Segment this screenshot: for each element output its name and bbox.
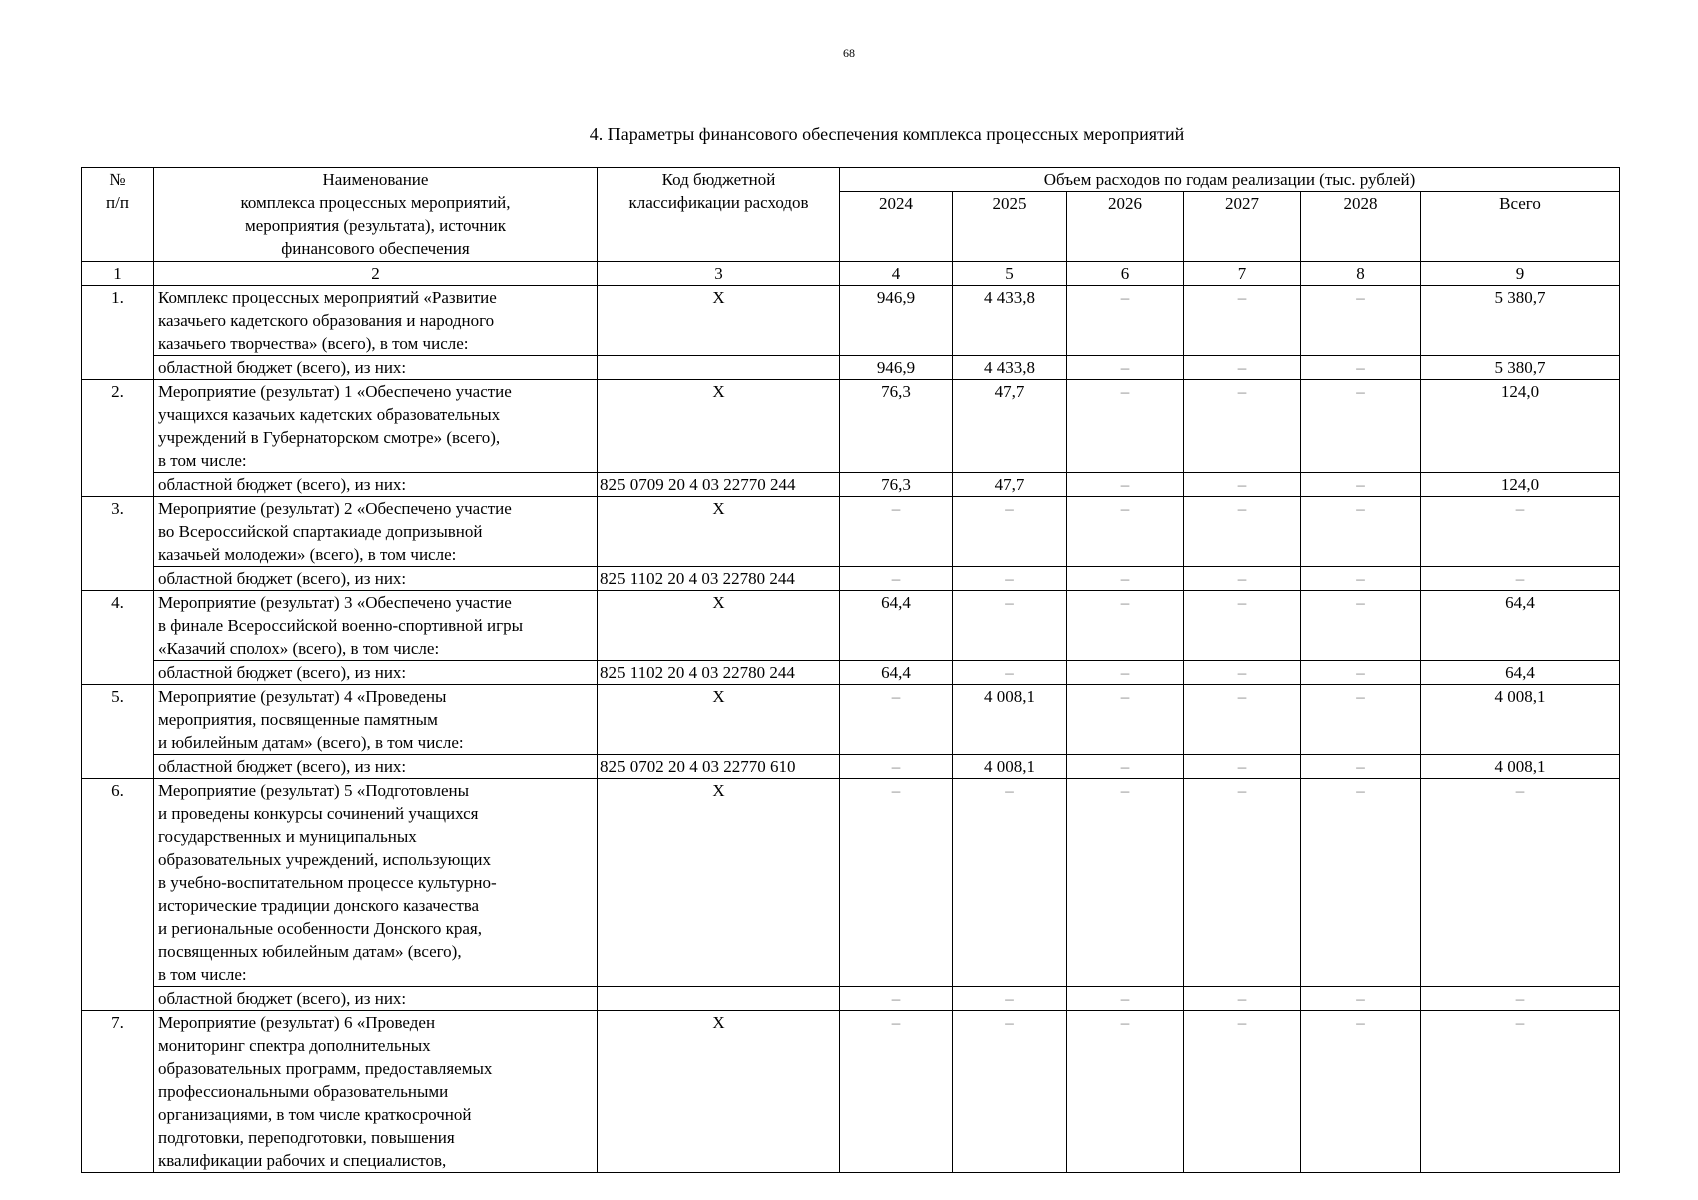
row-value: – — [1301, 591, 1421, 661]
subrow-value: – — [1184, 356, 1301, 380]
row-value: – — [1067, 779, 1184, 987]
row-value: – — [840, 685, 953, 755]
table-subrow — [82, 473, 1620, 497]
row-value: – — [1067, 497, 1184, 567]
subrow-name: областной бюджет (всего), из них: — [154, 755, 598, 779]
col-number: 3 — [598, 262, 840, 286]
financing-table — [81, 167, 1620, 1173]
row-value: – — [1184, 497, 1301, 567]
row-number: 1. — [82, 286, 154, 380]
row-code: X — [598, 779, 840, 987]
row-value: 5 380,7 — [1421, 286, 1620, 356]
subrow-value: – — [1301, 567, 1421, 591]
subrow-value: – — [840, 567, 953, 591]
header-code: Код бюджетной классификации расходов — [598, 168, 840, 262]
row-value: 124,0 — [1421, 380, 1620, 473]
header-year-2026: 2026 — [1067, 192, 1184, 262]
row-value: – — [1421, 497, 1620, 567]
row-code: X — [598, 591, 840, 661]
subrow-value: – — [1184, 567, 1301, 591]
row-value: – — [1184, 1011, 1301, 1173]
row-value: 4 008,1 — [1421, 685, 1620, 755]
row-name: Мероприятие (результат) 2 «Обеспечено участие во Всероссийской спартакиаде допризывной казачьей молодежи» (всего), в том числе: — [154, 497, 598, 567]
table-row — [82, 591, 1620, 661]
row-name: Комплекс процессных мероприятий «Развитие казачьего кадетского образования и народного казачьего творчества» (всего), в том числе: — [154, 286, 598, 356]
row-number: 4. — [82, 591, 154, 685]
row-value: 47,7 — [953, 380, 1067, 473]
row-value: – — [1184, 779, 1301, 987]
subrow-code — [598, 356, 840, 380]
subrow-value: – — [1301, 356, 1421, 380]
subrow-code — [598, 987, 840, 1011]
subrow-value: – — [953, 661, 1067, 685]
table-row — [82, 380, 1620, 473]
subrow-name: областной бюджет (всего), из них: — [154, 567, 598, 591]
col-number: 4 — [840, 262, 953, 286]
subrow-value: – — [1301, 755, 1421, 779]
subrow-value: 4 008,1 — [953, 755, 1067, 779]
table-row — [82, 779, 1620, 987]
subrow-value: – — [1184, 755, 1301, 779]
subrow-value: 47,7 — [953, 473, 1067, 497]
subrow-value: – — [1067, 356, 1184, 380]
row-value: – — [840, 779, 953, 987]
table-row — [82, 685, 1620, 755]
subrow-value: – — [1301, 987, 1421, 1011]
subrow-name: областной бюджет (всего), из них: — [154, 661, 598, 685]
row-value: – — [1067, 1011, 1184, 1173]
row-value: – — [1301, 1011, 1421, 1173]
row-value: 64,4 — [1421, 591, 1620, 661]
row-value: – — [953, 591, 1067, 661]
row-value: 76,3 — [840, 380, 953, 473]
row-value: – — [1184, 380, 1301, 473]
document-title: 4. Параметры финансового обеспечения комплекса процессных мероприятий — [589, 124, 1185, 144]
row-value: – — [953, 779, 1067, 987]
row-value: – — [1301, 380, 1421, 473]
col-number: 7 — [1184, 262, 1301, 286]
row-code: X — [598, 286, 840, 356]
row-value: – — [1301, 779, 1421, 987]
subrow-name: областной бюджет (всего), из них: — [154, 473, 598, 497]
row-number: 6. — [82, 779, 154, 1011]
table-subrow — [82, 987, 1620, 1011]
subrow-value: – — [1184, 661, 1301, 685]
col-number: 6 — [1067, 262, 1184, 286]
row-number: 7. — [82, 1011, 154, 1173]
row-value: – — [840, 1011, 953, 1173]
row-number: 5. — [82, 685, 154, 779]
row-code: X — [598, 380, 840, 473]
subrow-value: 76,3 — [840, 473, 953, 497]
header-row-top — [82, 168, 1620, 192]
row-value: – — [1184, 591, 1301, 661]
column-numbers-row — [82, 262, 1620, 286]
header-no: № п/п — [82, 168, 154, 262]
row-number: 3. — [82, 497, 154, 591]
subrow-code: 825 1102 20 4 03 22780 244 — [598, 661, 840, 685]
subrow-code: 825 0702 20 4 03 22770 610 — [598, 755, 840, 779]
row-value: – — [1184, 685, 1301, 755]
row-name: Мероприятие (результат) 4 «Проведены мероприятия, посвященные памятным и юбилейным датам» (всего), в том числе: — [154, 685, 598, 755]
subrow-value: – — [1184, 987, 1301, 1011]
row-value: – — [953, 497, 1067, 567]
row-value: – — [840, 497, 953, 567]
subrow-code: 825 1102 20 4 03 22780 244 — [598, 567, 840, 591]
subrow-value: – — [1301, 473, 1421, 497]
subrow-value: – — [1421, 987, 1620, 1011]
row-value: 4 008,1 — [953, 685, 1067, 755]
subrow-value: – — [953, 567, 1067, 591]
row-name: Мероприятие (результат) 6 «Проведен мониторинг спектра дополнительных образовательных программ, предоставляемых профессиональными образовательными организациями, в том числе краткосрочной подготовки, переподготовки, повышения квалификации рабочих и специалистов, — [154, 1011, 598, 1173]
subrow-value: 4 433,8 — [953, 356, 1067, 380]
header-year-2027: 2027 — [1184, 192, 1301, 262]
subrow-value: 124,0 — [1421, 473, 1620, 497]
header-volume: Объем расходов по годам реализации (тыс. рублей) — [840, 168, 1620, 192]
row-name: Мероприятие (результат) 3 «Обеспечено участие в финале Всероссийской военно-спортивной игры «Казачий сполох» (всего), в том числе: — [154, 591, 598, 661]
subrow-name: областной бюджет (всего), из них: — [154, 987, 598, 1011]
subrow-value: – — [1067, 987, 1184, 1011]
table-row — [82, 1011, 1620, 1173]
table-subrow — [82, 356, 1620, 380]
subrow-value: 64,4 — [1421, 661, 1620, 685]
subrow-value: 946,9 — [840, 356, 953, 380]
subrow-value: – — [1067, 567, 1184, 591]
row-value: 64,4 — [840, 591, 953, 661]
row-value: – — [1067, 286, 1184, 356]
subrow-code: 825 0709 20 4 03 22770 244 — [598, 473, 840, 497]
col-number: 9 — [1421, 262, 1620, 286]
row-value: – — [1301, 685, 1421, 755]
row-code: X — [598, 685, 840, 755]
subrow-value: – — [840, 755, 953, 779]
subrow-value: – — [1421, 567, 1620, 591]
table-row — [82, 286, 1620, 356]
table-subrow — [82, 567, 1620, 591]
row-value: – — [1067, 591, 1184, 661]
header-year-2024: 2024 — [840, 192, 953, 262]
row-value: 4 433,8 — [953, 286, 1067, 356]
row-value: – — [1421, 1011, 1620, 1173]
subrow-value: – — [953, 987, 1067, 1011]
row-name: Мероприятие (результат) 1 «Обеспечено участие учащихся казачьих кадетских образовательных учреждений в Губернаторском смотре» (всего), в том числе: — [154, 380, 598, 473]
col-number: 1 — [82, 262, 154, 286]
row-value: – — [1301, 497, 1421, 567]
subrow-value: – — [1067, 755, 1184, 779]
subrow-value: – — [840, 987, 953, 1011]
header-year-2025: 2025 — [953, 192, 1067, 262]
row-value: – — [1421, 779, 1620, 987]
subrow-name: областной бюджет (всего), из них: — [154, 356, 598, 380]
row-value: – — [1067, 685, 1184, 755]
row-value: 946,9 — [840, 286, 953, 356]
subrow-value: – — [1067, 661, 1184, 685]
header-year-2028: 2028 — [1301, 192, 1421, 262]
subrow-value: 4 008,1 — [1421, 755, 1620, 779]
row-number: 2. — [82, 380, 154, 497]
col-number: 2 — [154, 262, 598, 286]
subrow-value: – — [1184, 473, 1301, 497]
subrow-value: 5 380,7 — [1421, 356, 1620, 380]
row-value: – — [1184, 286, 1301, 356]
subrow-value: 64,4 — [840, 661, 953, 685]
row-name: Мероприятие (результат) 5 «Подготовлены и проведены конкурсы сочинений учащихся государственных и муниципальных образовательных учреждений, использующих в учебно-воспитательном процессе культурно- исторические традиции донского казачества и региональные особенности Донского края, посвященных юбилейным датам» (всего), в том числе: — [154, 779, 598, 987]
header-total: Всего — [1421, 192, 1620, 262]
col-number: 5 — [953, 262, 1067, 286]
row-value: – — [1301, 286, 1421, 356]
subrow-value: – — [1301, 661, 1421, 685]
row-value: – — [953, 1011, 1067, 1173]
row-code: X — [598, 1011, 840, 1173]
subrow-value: – — [1067, 473, 1184, 497]
col-number: 8 — [1301, 262, 1421, 286]
page-number: 68 — [843, 46, 855, 60]
table-row — [82, 497, 1620, 567]
table-subrow — [82, 661, 1620, 685]
table-subrow — [82, 755, 1620, 779]
row-value: – — [1067, 380, 1184, 473]
header-name: Наименование комплекса процессных мероприятий, мероприятия (результата), источник финансового обеспечения — [154, 168, 598, 262]
row-code: X — [598, 497, 840, 567]
